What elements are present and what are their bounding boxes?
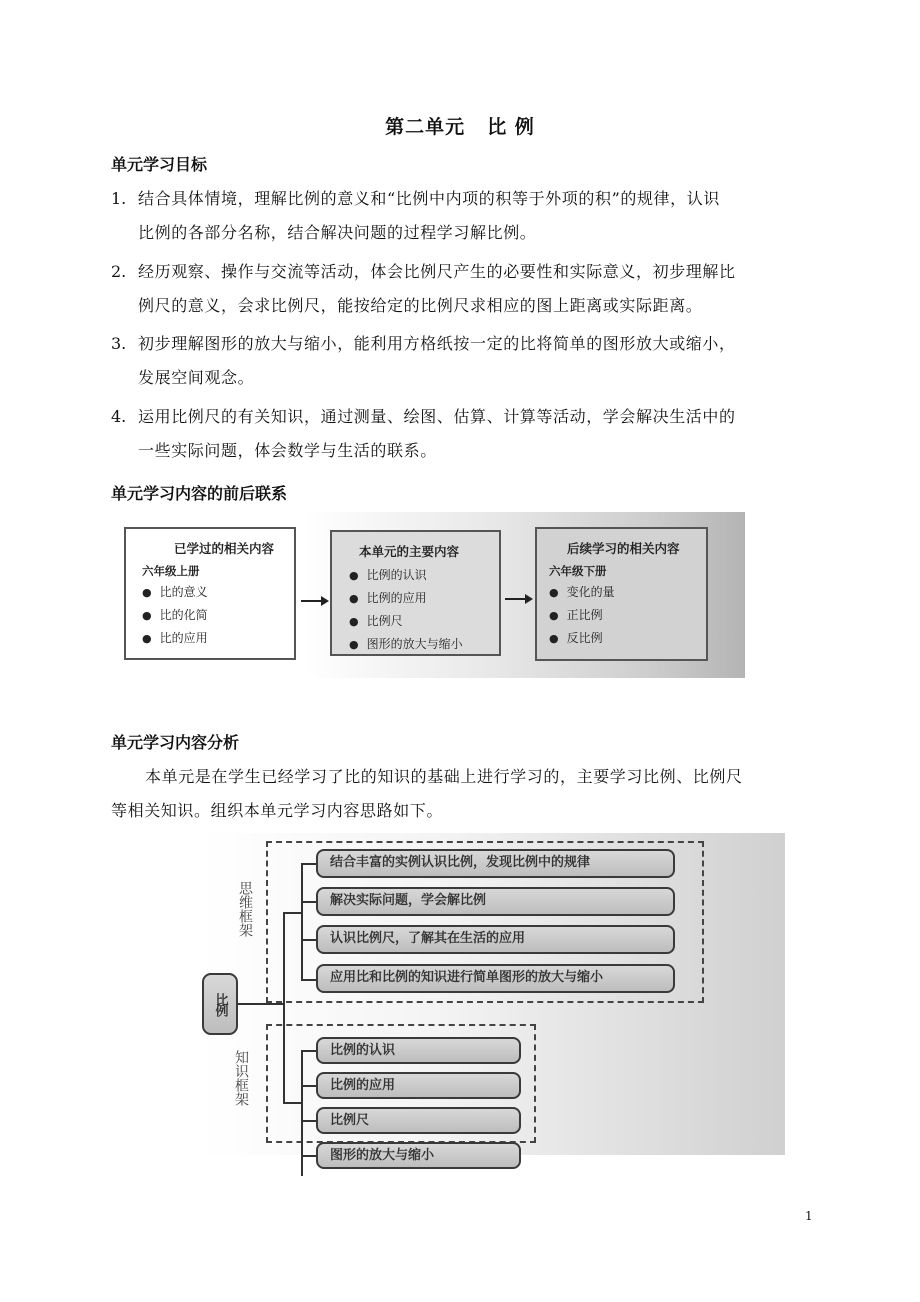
knowledge-node: 比例的认识 [316, 1037, 521, 1064]
knowledge-node: 比例的应用 [316, 1072, 521, 1099]
title-topic: 比 例 [487, 116, 535, 138]
box-item: ● 图形的放大与缩小 [349, 633, 499, 656]
box-item: ● 比的应用 [142, 627, 294, 650]
box-title: 后续学习的相关内容 [567, 541, 680, 556]
goal-number: 3. [111, 334, 127, 353]
current-content-box [330, 530, 501, 656]
knowledge-node: 图形的放大与缩小 [316, 1142, 521, 1169]
goal-text: 比例的各部分名称，结合解决问题的过程学习解比例。 [138, 223, 537, 242]
root-node: 比例 [202, 973, 238, 1035]
box-subtitle: 六年级上册 [142, 564, 200, 578]
goal-item [111, 327, 823, 395]
connector-line [301, 939, 317, 941]
thinking-label: 思维框架 [237, 881, 253, 937]
goal-text: 经历观察、操作与交流等活动，体会比例尺产生的必要性和实际意义，初步理解比 [138, 262, 736, 281]
connector-line [301, 863, 317, 865]
future-content-box [535, 527, 708, 661]
box-item: ● 比的意义 [142, 581, 294, 604]
page-title [0, 112, 920, 139]
section-heading-goals: 单元学习目标 [111, 155, 208, 174]
knowledge-label: 知识框架 [233, 1050, 249, 1106]
box-item: ● 比的化简 [142, 604, 294, 627]
paragraph-line: 等相关知识。组织本单元学习内容思路如下。 [111, 801, 444, 820]
section-heading-connections: 单元学习内容的前后联系 [111, 484, 288, 503]
goal-item [111, 400, 823, 468]
box-item: ● 正比例 [549, 604, 706, 627]
thinking-node: 解决实际问题，学会解比例 [316, 887, 675, 916]
goal-text: 一些实际问题，体会数学与生活的联系。 [138, 441, 437, 460]
knowledge-node: 比例尺 [316, 1107, 521, 1134]
box-item: ● 比例尺 [349, 610, 499, 633]
box-item: ● 比例的应用 [349, 587, 499, 610]
connector-line [301, 1085, 317, 1087]
goal-number: 1. [111, 189, 127, 208]
connector-line [301, 1120, 317, 1122]
connections-diagram [113, 512, 745, 678]
arrow-icon [505, 598, 531, 600]
connector-line [301, 1155, 317, 1157]
goal-item [111, 182, 823, 250]
goal-text: 结合具体情境，理解比例的意义和“比例中内项的积等于外项的积”的规律，认识 [138, 189, 720, 208]
arrow-icon [301, 600, 327, 602]
connector-line [283, 912, 285, 1103]
box-subtitle: 六年级下册 [549, 564, 607, 578]
box-item: ● 反比例 [549, 627, 706, 650]
connector-line [301, 901, 317, 903]
goal-number: 2. [111, 262, 127, 281]
box-item: ● 变化的量 [549, 581, 706, 604]
connector-line [238, 1003, 284, 1005]
connector-line [283, 912, 302, 914]
connector-line [301, 863, 303, 981]
thinking-node: 结合丰富的实例认识比例，发现比例中的规律 [316, 849, 675, 878]
box-title: 已学过的相关内容 [174, 541, 275, 556]
prior-content-box [124, 527, 296, 660]
goal-item [111, 255, 823, 323]
connector-line [301, 1050, 317, 1052]
connector-line [283, 1102, 302, 1104]
goal-text: 发展空间观念。 [138, 368, 255, 387]
thinking-node: 应用比和比例的知识进行简单图形的放大与缩小 [316, 964, 675, 993]
goal-text: 运用比例尺的有关知识，通过测量、绘图、估算、计算等活动，学会解决生活中的 [138, 407, 736, 426]
mindmap-diagram [200, 833, 785, 1163]
goal-text: 例尺的意义，会求比例尺，能按给定的比例尺求相应的图上距离或实际距离。 [138, 296, 703, 315]
paragraph-line: 本单元是在学生已经学习了比的知识的基础上进行学习的，主要学习比例、比例尺 [145, 767, 743, 786]
box-item: ● 比例的认识 [349, 564, 499, 587]
connector-line [301, 979, 317, 981]
section-heading-analysis: 单元学习内容分析 [111, 733, 240, 752]
page-number: 1 [805, 1209, 813, 1223]
thinking-node: 认识比例尺，了解其在生活的应用 [316, 925, 675, 954]
title-unit: 第二单元 [385, 116, 466, 138]
analysis-paragraph [111, 760, 823, 828]
connector-line [301, 1050, 303, 1176]
goal-text: 初步理解图形的放大与缩小，能利用方格纸按一定的比将简单的图形放大或缩小， [138, 334, 736, 353]
box-title: 本单元的主要内容 [359, 544, 460, 559]
goal-number: 4. [111, 407, 127, 426]
